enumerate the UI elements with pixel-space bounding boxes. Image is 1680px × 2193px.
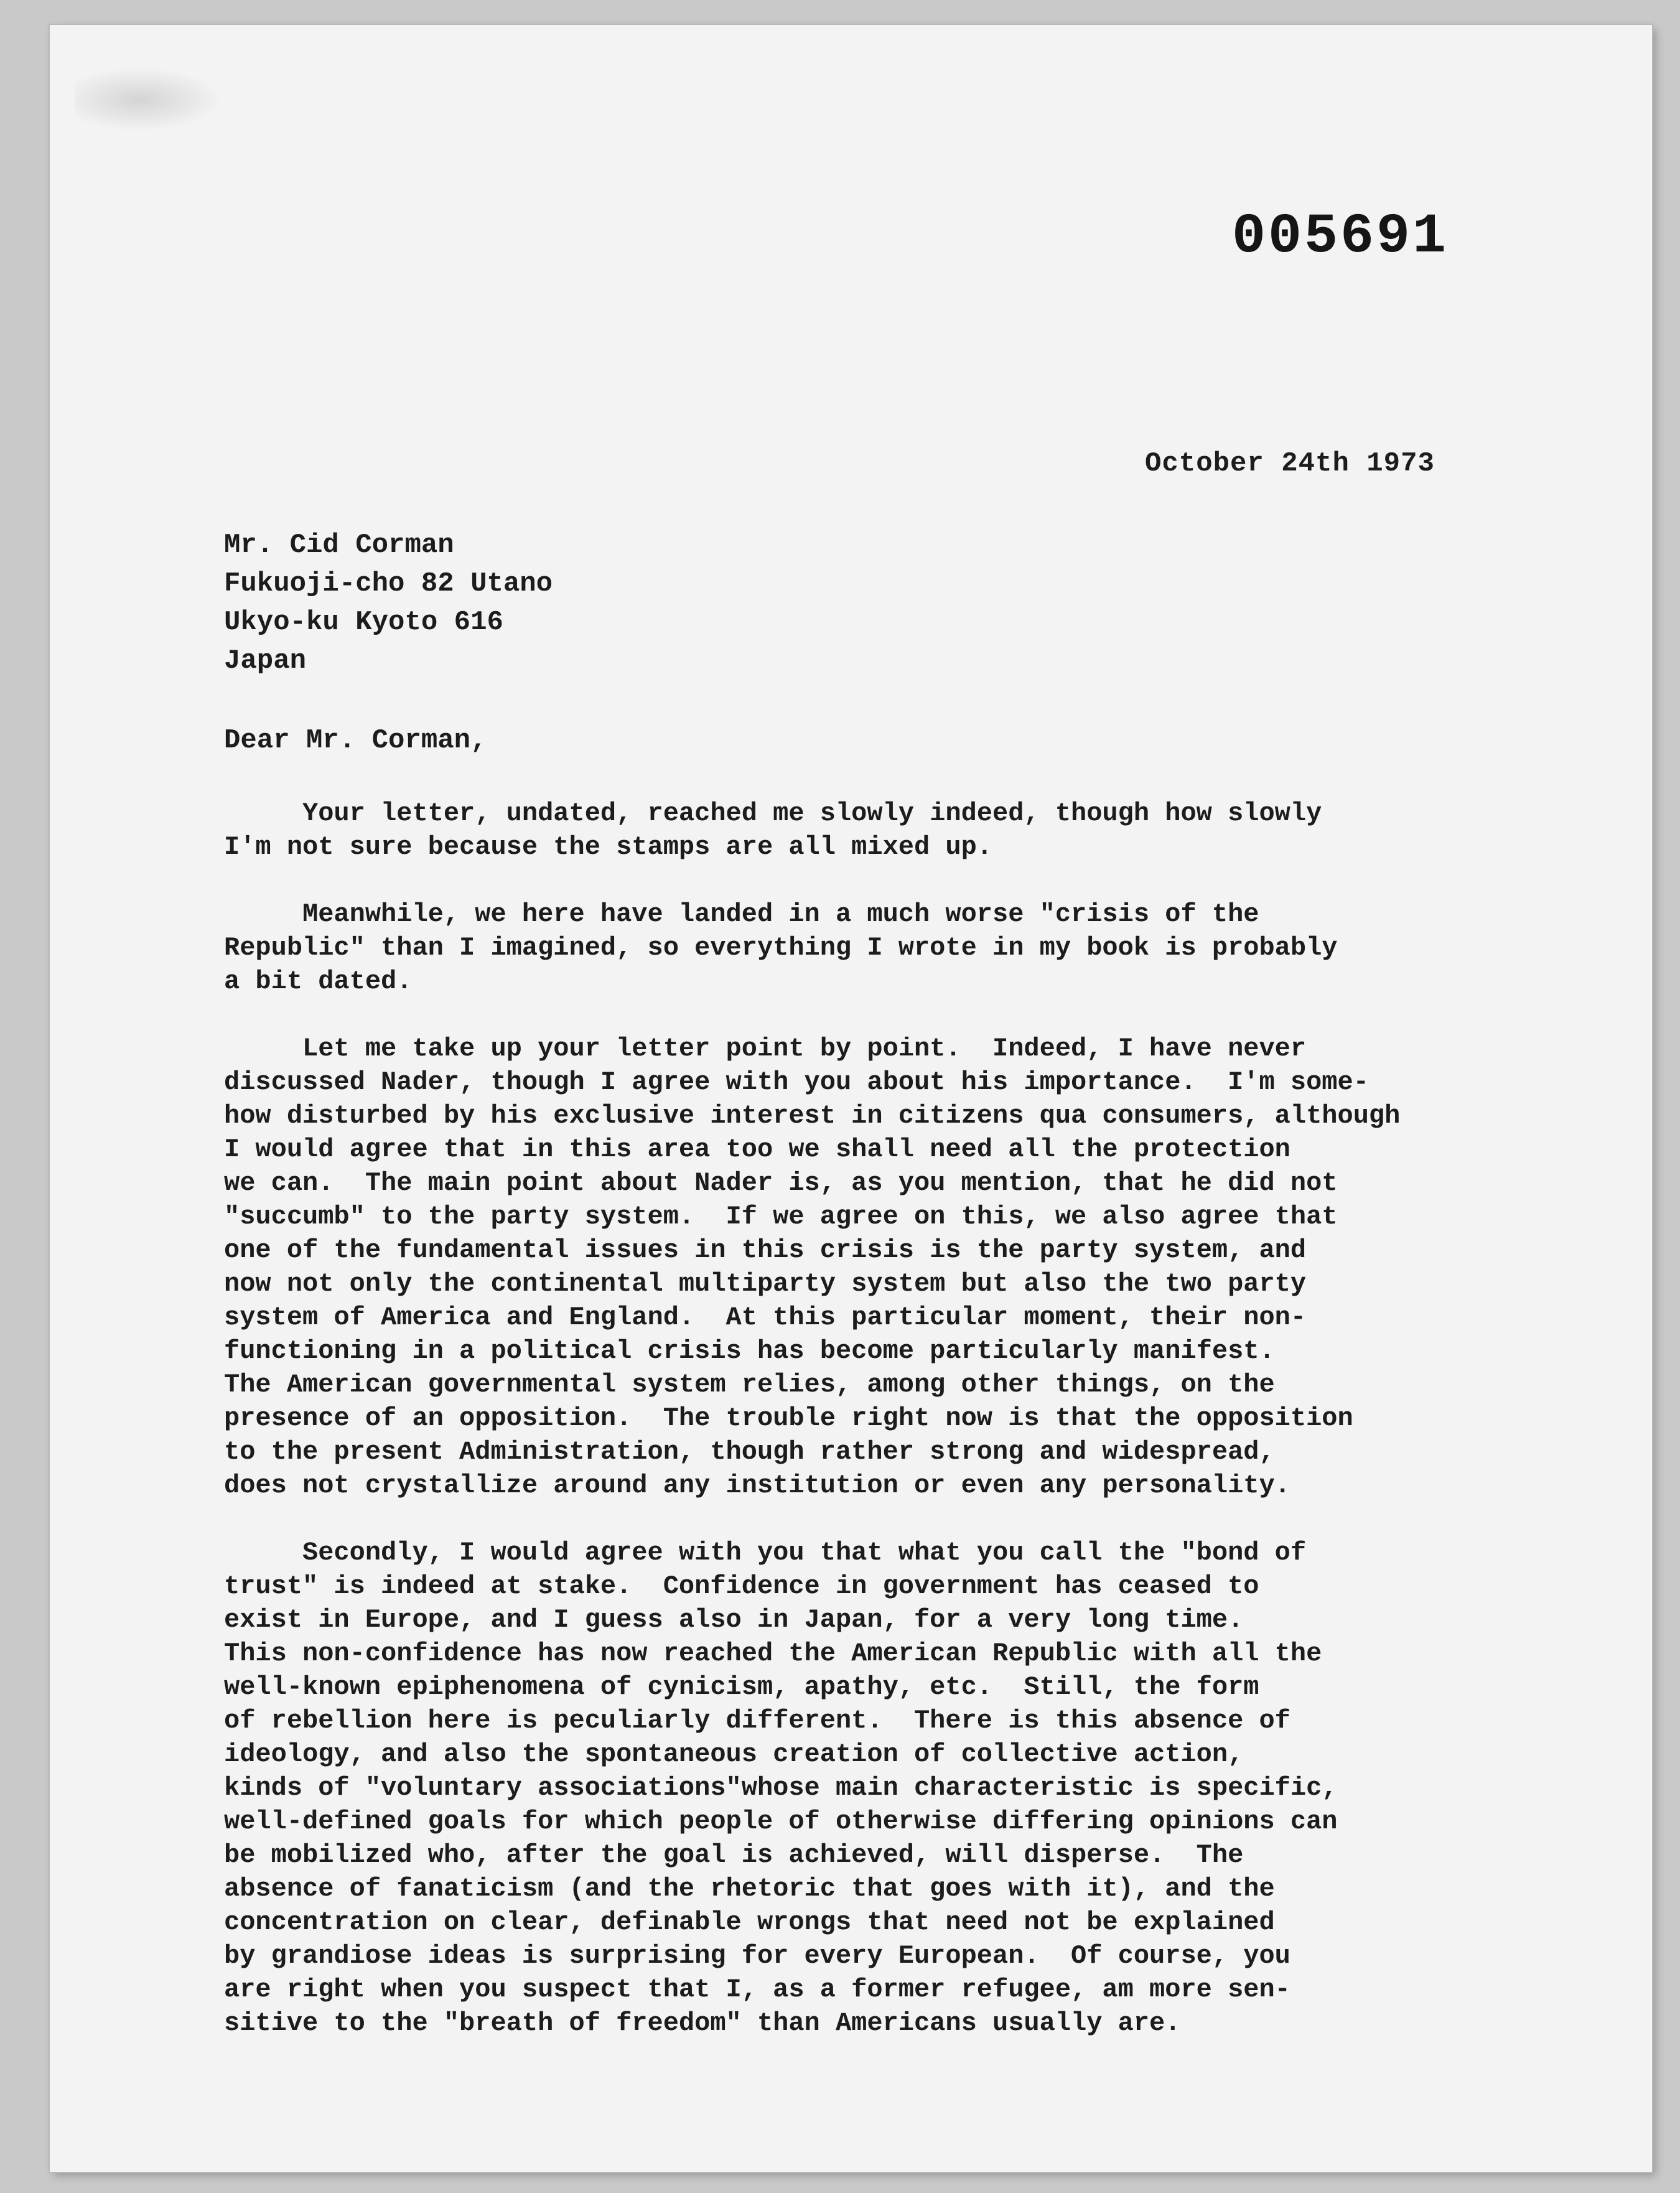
paragraph-line: Secondly, I would agree with you that what you call the "bond of xyxy=(224,1538,1307,1568)
paragraph-line: of rebellion here is peculiarly different. There is this absence of xyxy=(224,1706,1290,1736)
body-paragraph xyxy=(224,1536,1437,2040)
paragraph-line: how disturbed by his exclusive interest in citizens qua consumers, although xyxy=(224,1101,1401,1131)
letter-body xyxy=(224,797,1437,2074)
letter-content xyxy=(50,25,1652,2172)
paragraph-line: I would agree that in this area too we shall need all the protection xyxy=(224,1134,1290,1164)
paragraph-line: "succumb" to the party system. If we agree on this, we also agree that xyxy=(224,1202,1338,1232)
recipient-address xyxy=(224,526,553,680)
paragraph-line: functioning in a political crisis has become particularly manifest. xyxy=(224,1336,1275,1366)
address-line: Ukyo-ku Kyoto 616 xyxy=(224,607,503,638)
paragraph-line: sitive to the "breath of freedom" than Americans usually are. xyxy=(224,2008,1181,2038)
paragraph-line: now not only the continental multiparty system but also the two party xyxy=(224,1269,1307,1299)
paragraph-line: well-known epiphenomena of cynicism, apathy, etc. Still, the form xyxy=(224,1672,1259,1702)
paragraph-line: Your letter, undated, reached me slowly indeed, though how slowly xyxy=(224,798,1322,828)
paragraph-line: Republic" than I imagined, so everything I wrote in my book is probably xyxy=(224,933,1338,963)
paragraph-line: concentration on clear, definable wrongs that need not be explained xyxy=(224,1907,1275,1937)
document-number: 005691 xyxy=(1232,205,1449,269)
paragraph-line: well-defined goals for which people of otherwise differing opinions can xyxy=(224,1807,1338,1836)
paragraph-line: system of America and England. At this particular moment, their non- xyxy=(224,1302,1307,1332)
paragraph-line: presence of an opposition. The trouble right now is that the opposition xyxy=(224,1403,1353,1433)
paragraph-line: Let me take up your letter point by point. Indeed, I have never xyxy=(224,1034,1307,1064)
letter-page xyxy=(50,25,1652,2172)
paragraph-line: are right when you suspect that I, as a former refugee, am more sen- xyxy=(224,1975,1290,2004)
paragraph-line: by grandiose ideas is surprising for every European. Of course, you xyxy=(224,1941,1290,1971)
letter-date: October 24th 1973 xyxy=(1145,448,1435,479)
paragraph-line: absence of fanaticism (and the rhetoric that goes with it), and the xyxy=(224,1874,1275,1904)
address-line: Fukuoji-cho 82 Utano xyxy=(224,568,553,599)
paragraph-line: The American governmental system relies, among other things, on the xyxy=(224,1370,1275,1400)
paragraph-line: a bit dated. xyxy=(224,966,413,996)
salutation: Dear Mr. Corman, xyxy=(224,725,487,756)
address-line: Japan xyxy=(224,645,307,676)
paragraph-line: trust" is indeed at stake. Confidence in government has ceased to xyxy=(224,1571,1259,1601)
paragraph-line: Meanwhile, we here have landed in a much worse "crisis of the xyxy=(224,899,1259,929)
paragraph-line: we can. The main point about Nader is, as you mention, that he did not xyxy=(224,1168,1338,1198)
paragraph-line: ideology, and also the spontaneous creation of collective action, xyxy=(224,1739,1244,1769)
paragraph-line: to the present Administration, though rather strong and widespread, xyxy=(224,1437,1275,1467)
paragraph-line: be mobilized who, after the goal is achieved, will disperse. The xyxy=(224,1840,1244,1870)
paragraph-line: I'm not sure because the stamps are all mixed up. xyxy=(224,832,993,862)
body-paragraph xyxy=(224,897,1437,998)
paragraph-line: does not crystallize around any institution or even any personality. xyxy=(224,1471,1290,1500)
address-line: Mr. Cid Corman xyxy=(224,530,454,561)
paragraph-line: one of the fundamental issues in this crisis is the party system, and xyxy=(224,1235,1307,1265)
paragraph-line: kinds of "voluntary associations"whose main characteristic is specific, xyxy=(224,1773,1338,1803)
body-paragraph xyxy=(224,797,1437,864)
paragraph-line: This non-confidence has now reached the American Republic with all the xyxy=(224,1639,1322,1668)
paragraph-line: exist in Europe, and I guess also in Japan, for a very long time. xyxy=(224,1605,1244,1635)
body-paragraph xyxy=(224,1032,1437,1502)
paragraph-line: discussed Nader, though I agree with you about his importance. I'm some- xyxy=(224,1067,1369,1097)
